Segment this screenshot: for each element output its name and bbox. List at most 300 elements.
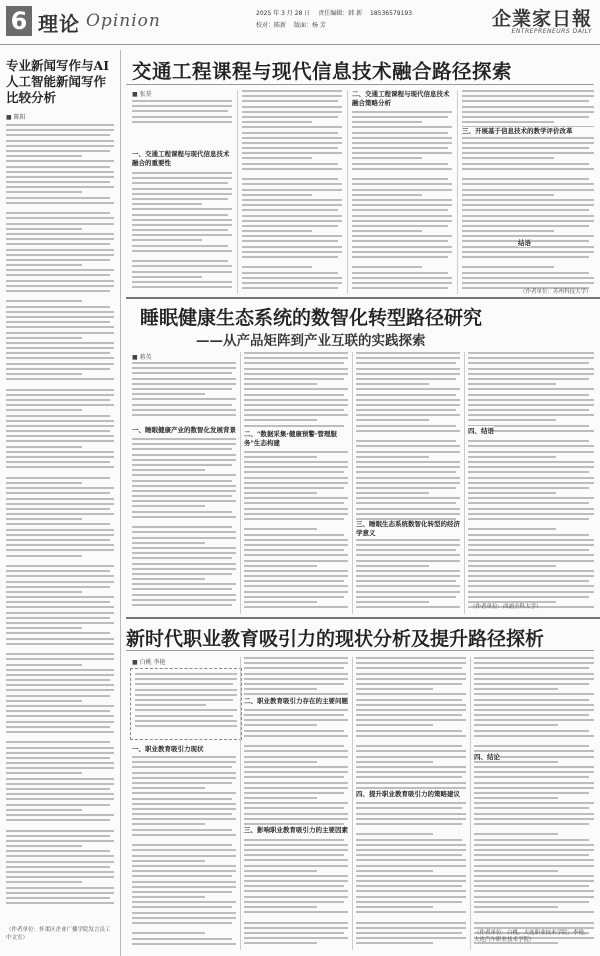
section-title: 理论 [38,12,80,36]
text-line [352,199,452,201]
text-line [462,199,594,201]
text-line [474,693,594,695]
text-line [6,715,114,717]
text-line [132,443,236,445]
text-line [468,373,594,375]
text-line [6,866,110,868]
text-line [244,585,348,587]
text-line [242,168,342,170]
text-line [6,518,82,520]
text-line [135,720,237,722]
text-line [468,492,556,494]
text-line [474,885,589,887]
text-line [356,508,460,510]
text-line [474,922,594,924]
text-line [244,849,348,851]
text-line [132,448,232,450]
text-line [242,137,342,139]
layout-editor: 版面：杨 芳 [293,22,326,29]
text-line [132,404,232,406]
text-line [6,451,114,453]
text-line [356,451,460,453]
text-line [6,197,110,199]
text-line [6,700,82,702]
text-line [6,212,110,214]
text-line [6,830,114,832]
text-line [356,482,460,484]
text-line [352,287,448,289]
article1-byline: ■ 张莫 [132,91,152,98]
text-line [474,719,594,721]
text-line [6,731,114,733]
text-line [356,802,466,804]
text-line [468,534,589,536]
text-line [462,116,589,118]
left-article-author-note: （作者单位：怀柔区企业广播学院发言员工中文室） [6,927,111,941]
text-line [356,849,466,851]
issue-meta-2 [256,20,332,29]
text-line [6,373,82,375]
text-line [244,688,317,690]
text-line [132,516,236,518]
text-line [132,756,236,758]
text-line [6,793,114,795]
text-line [356,693,466,695]
text-line [356,709,466,711]
text-line [356,859,466,861]
page-number: 6 [6,6,32,36]
text-line [352,240,448,242]
left-article-title: 专业新闻写作与AI人工智能新闻写作比较分析 [6,58,110,105]
text-line [356,554,460,556]
text-line [6,513,114,515]
text-line [132,917,236,919]
text-line [6,596,114,598]
text-line [244,719,348,721]
text-line [132,906,232,908]
text-line [6,648,110,650]
text-line [6,129,114,131]
text-line [474,870,558,872]
text-line [132,229,228,231]
text-line [352,173,452,175]
text-line [132,777,236,779]
text-line [468,388,594,390]
text-line [474,807,589,809]
text-line [468,539,594,541]
text-line [468,399,594,401]
text-line [244,787,348,789]
text-line [244,466,348,468]
text-line [244,761,317,763]
text-line [462,209,589,211]
text-line [132,932,205,934]
text-line [132,203,202,205]
text-line [242,246,342,248]
text-line [6,311,114,313]
text-line [468,580,589,582]
text-line [6,679,110,681]
text-line [132,121,232,123]
text-line [244,916,344,918]
text-line [462,272,589,274]
text-line [132,177,232,179]
text-line [468,518,589,520]
text-line [462,251,594,253]
text-line [6,217,114,219]
text-line [132,393,205,395]
text-line [474,792,589,794]
text-line [132,886,236,888]
text-line [6,887,114,889]
text-line [6,140,114,142]
text-line [6,721,114,723]
text-line [6,326,114,328]
text-line [242,277,342,279]
text-line [468,502,589,504]
text-line [244,606,348,608]
text-line [6,399,110,401]
text-line [468,482,594,484]
text-line [6,207,114,209]
text-line [468,513,594,515]
text-line [356,880,466,882]
text-line [244,771,348,773]
text-line [244,409,344,411]
text-line [244,802,348,804]
text-line [6,228,82,230]
text-line [474,782,594,784]
text-line [352,178,448,180]
text-line [242,163,338,165]
text-line [356,735,466,737]
text-line [135,699,233,701]
editor: 责任编辑：韩 新 [318,10,363,17]
text-line [244,865,348,867]
text-line [468,528,556,530]
text-line [356,477,460,479]
text-line [352,194,422,196]
text-line [244,745,344,747]
text-line [132,464,232,466]
article3-heading-4: 四、提升职业教育吸引力的策略建议 [356,790,466,799]
text-line [132,870,236,872]
article1-col4-body [462,90,594,294]
text-line [242,225,338,227]
text-line [356,813,466,815]
text-line [474,818,594,820]
text-line [6,804,110,806]
text-line [244,497,348,499]
text-line [6,684,114,686]
article1-divider [126,297,600,299]
text-line [474,896,594,898]
text-line [244,451,348,453]
text-line [356,657,466,659]
article2-abstract [132,362,236,420]
text-line [468,409,589,411]
text-line [244,896,348,898]
text-line [468,362,589,364]
text-line [132,844,232,846]
text-line [6,897,110,899]
text-line [244,575,348,577]
article2-col3-body [356,352,460,614]
text-line [242,266,312,268]
text-line [468,554,594,556]
text-line [352,157,422,159]
text-line [356,782,466,784]
text-line [468,477,594,479]
text-line [244,357,348,359]
text-line [242,204,342,206]
text-line [244,890,348,892]
text-line [468,419,556,421]
text-line [352,246,452,248]
text-line [474,704,594,706]
text-line [244,937,348,939]
text-line [242,256,338,258]
text-line [6,466,114,468]
text-line [132,214,228,216]
text-line [244,901,344,903]
text-line [6,560,114,562]
text-line [356,394,456,396]
text-line [132,583,236,585]
text-line [6,498,114,500]
article3-col3-body [356,657,466,950]
text-line [356,549,456,551]
text-line [132,531,236,533]
text-line [356,378,456,380]
text-line [132,787,205,789]
text-line [244,875,348,877]
text-line [468,394,589,396]
text-line [6,601,110,603]
text-line [244,673,348,675]
text-line [462,178,589,180]
text-line [242,287,338,289]
text-line [352,204,452,206]
text-line [468,357,594,359]
text-line [6,809,82,811]
text-line [6,549,114,551]
text-line [462,106,594,108]
text-line [6,767,114,769]
text-line [6,788,110,790]
text-line [6,368,110,370]
text-line [242,111,342,113]
text-line [352,277,452,279]
text-line [468,461,594,463]
text-line [244,456,317,458]
text-line [6,145,114,147]
text-line [132,766,232,768]
article1-col3-body [352,90,452,294]
text-line [132,803,236,805]
text-line [356,667,462,669]
column-separator [240,657,241,950]
text-line [6,819,110,821]
text-line [6,835,110,837]
text-line [462,111,594,113]
text-line [242,142,342,144]
text-line [242,199,342,201]
text-line [244,730,344,732]
text-line [356,927,466,929]
text-line [132,927,236,929]
text-line [132,881,236,883]
text-line [244,502,344,504]
text-line [352,147,448,149]
text-line [244,724,317,726]
text-line [352,282,452,284]
text-line [244,477,348,479]
text-line [6,389,114,391]
text-line [462,157,554,159]
text-line [6,409,82,411]
text-line [242,132,338,134]
text-line [462,95,594,97]
text-line [6,850,110,852]
text-line [244,932,344,934]
text-line [356,756,466,758]
text-line [6,664,82,666]
text-line [474,802,594,804]
text-line [244,766,348,768]
text-line [356,745,462,747]
text-line [468,456,556,458]
text-line [6,581,114,583]
text-line [6,461,110,463]
text-line [352,230,422,232]
text-line [242,183,342,185]
text-line [6,223,114,225]
text-line [6,705,114,707]
text-line [356,922,466,924]
text-line [132,855,236,857]
article2-heading-3: 三、睡眠生态系统数智化转型的经济学意义 [356,520,460,537]
text-line [462,225,589,227]
text-line [468,368,594,370]
text-line [462,282,594,284]
text-line [468,466,594,468]
text-line [6,762,114,764]
text-line [356,704,466,706]
text-line [356,502,456,504]
text-line [132,943,236,945]
text-line [352,126,452,128]
text-line [6,617,110,619]
text-line [6,529,114,531]
text-line [468,414,594,416]
text-line [356,688,433,690]
text-line [132,808,236,810]
text-line [462,261,594,263]
text-line [242,240,338,242]
text-line [135,673,237,675]
text-line [244,818,348,820]
text-line [6,269,114,271]
text-line [6,508,110,510]
text-line [242,116,338,118]
article1-rule [126,84,594,85]
text-line [474,849,594,851]
left-article-body [6,124,114,914]
text-line [244,419,317,421]
text-line [244,596,344,598]
text-line [242,157,312,159]
article2-heading-1: 一、睡眠健康产业的数智化发展背景 [132,426,236,434]
text-line [132,281,232,283]
text-line [462,230,554,232]
text-line [132,265,232,267]
text-line [356,445,460,447]
text-line [352,121,422,123]
text-line [474,927,594,929]
text-line [132,224,232,226]
text-line [6,415,110,417]
text-line [244,870,317,872]
text-line [462,235,594,237]
text-line [352,220,452,222]
text-line [468,378,589,380]
text-line [132,276,202,278]
text-line [6,487,114,489]
article3-title: 新时代职业教育吸引力的现状分析及提升路径探析 [126,628,545,650]
text-line [244,534,344,536]
text-line [244,942,317,944]
text-line [356,896,466,898]
text-line [244,544,348,546]
text-line [356,591,460,593]
text-line [6,752,114,754]
text-line [244,601,317,603]
text-line [244,549,344,551]
text-line [474,662,594,664]
text-line [132,521,236,523]
text-line [6,285,114,287]
text-line [135,715,233,717]
newspaper-name-en: ENTREPRENEURS DAILY [511,28,592,35]
text-line [132,901,236,903]
text-line [6,363,114,365]
text-line [6,902,114,904]
text-line [474,657,594,659]
text-line [6,316,114,318]
text-line [462,215,594,217]
text-line [356,699,462,701]
text-line [242,126,342,128]
text-line [132,782,232,784]
copy-editor: 校对：陈新 [256,22,287,29]
text-line [356,766,466,768]
text-line [132,409,236,411]
text-line [474,787,594,789]
text-line [244,388,348,390]
text-line [474,833,558,835]
text-line [6,622,114,624]
text-line [468,585,594,587]
article1-heading-2: 二、交通工程课程与现代信息技术融合策略分析 [352,90,452,108]
text-line [352,132,448,134]
text-line [352,183,452,185]
text-line [242,106,342,108]
text-line [474,828,594,830]
text-line [132,110,228,112]
text-line [356,419,429,421]
article3-col4-body [474,657,594,950]
